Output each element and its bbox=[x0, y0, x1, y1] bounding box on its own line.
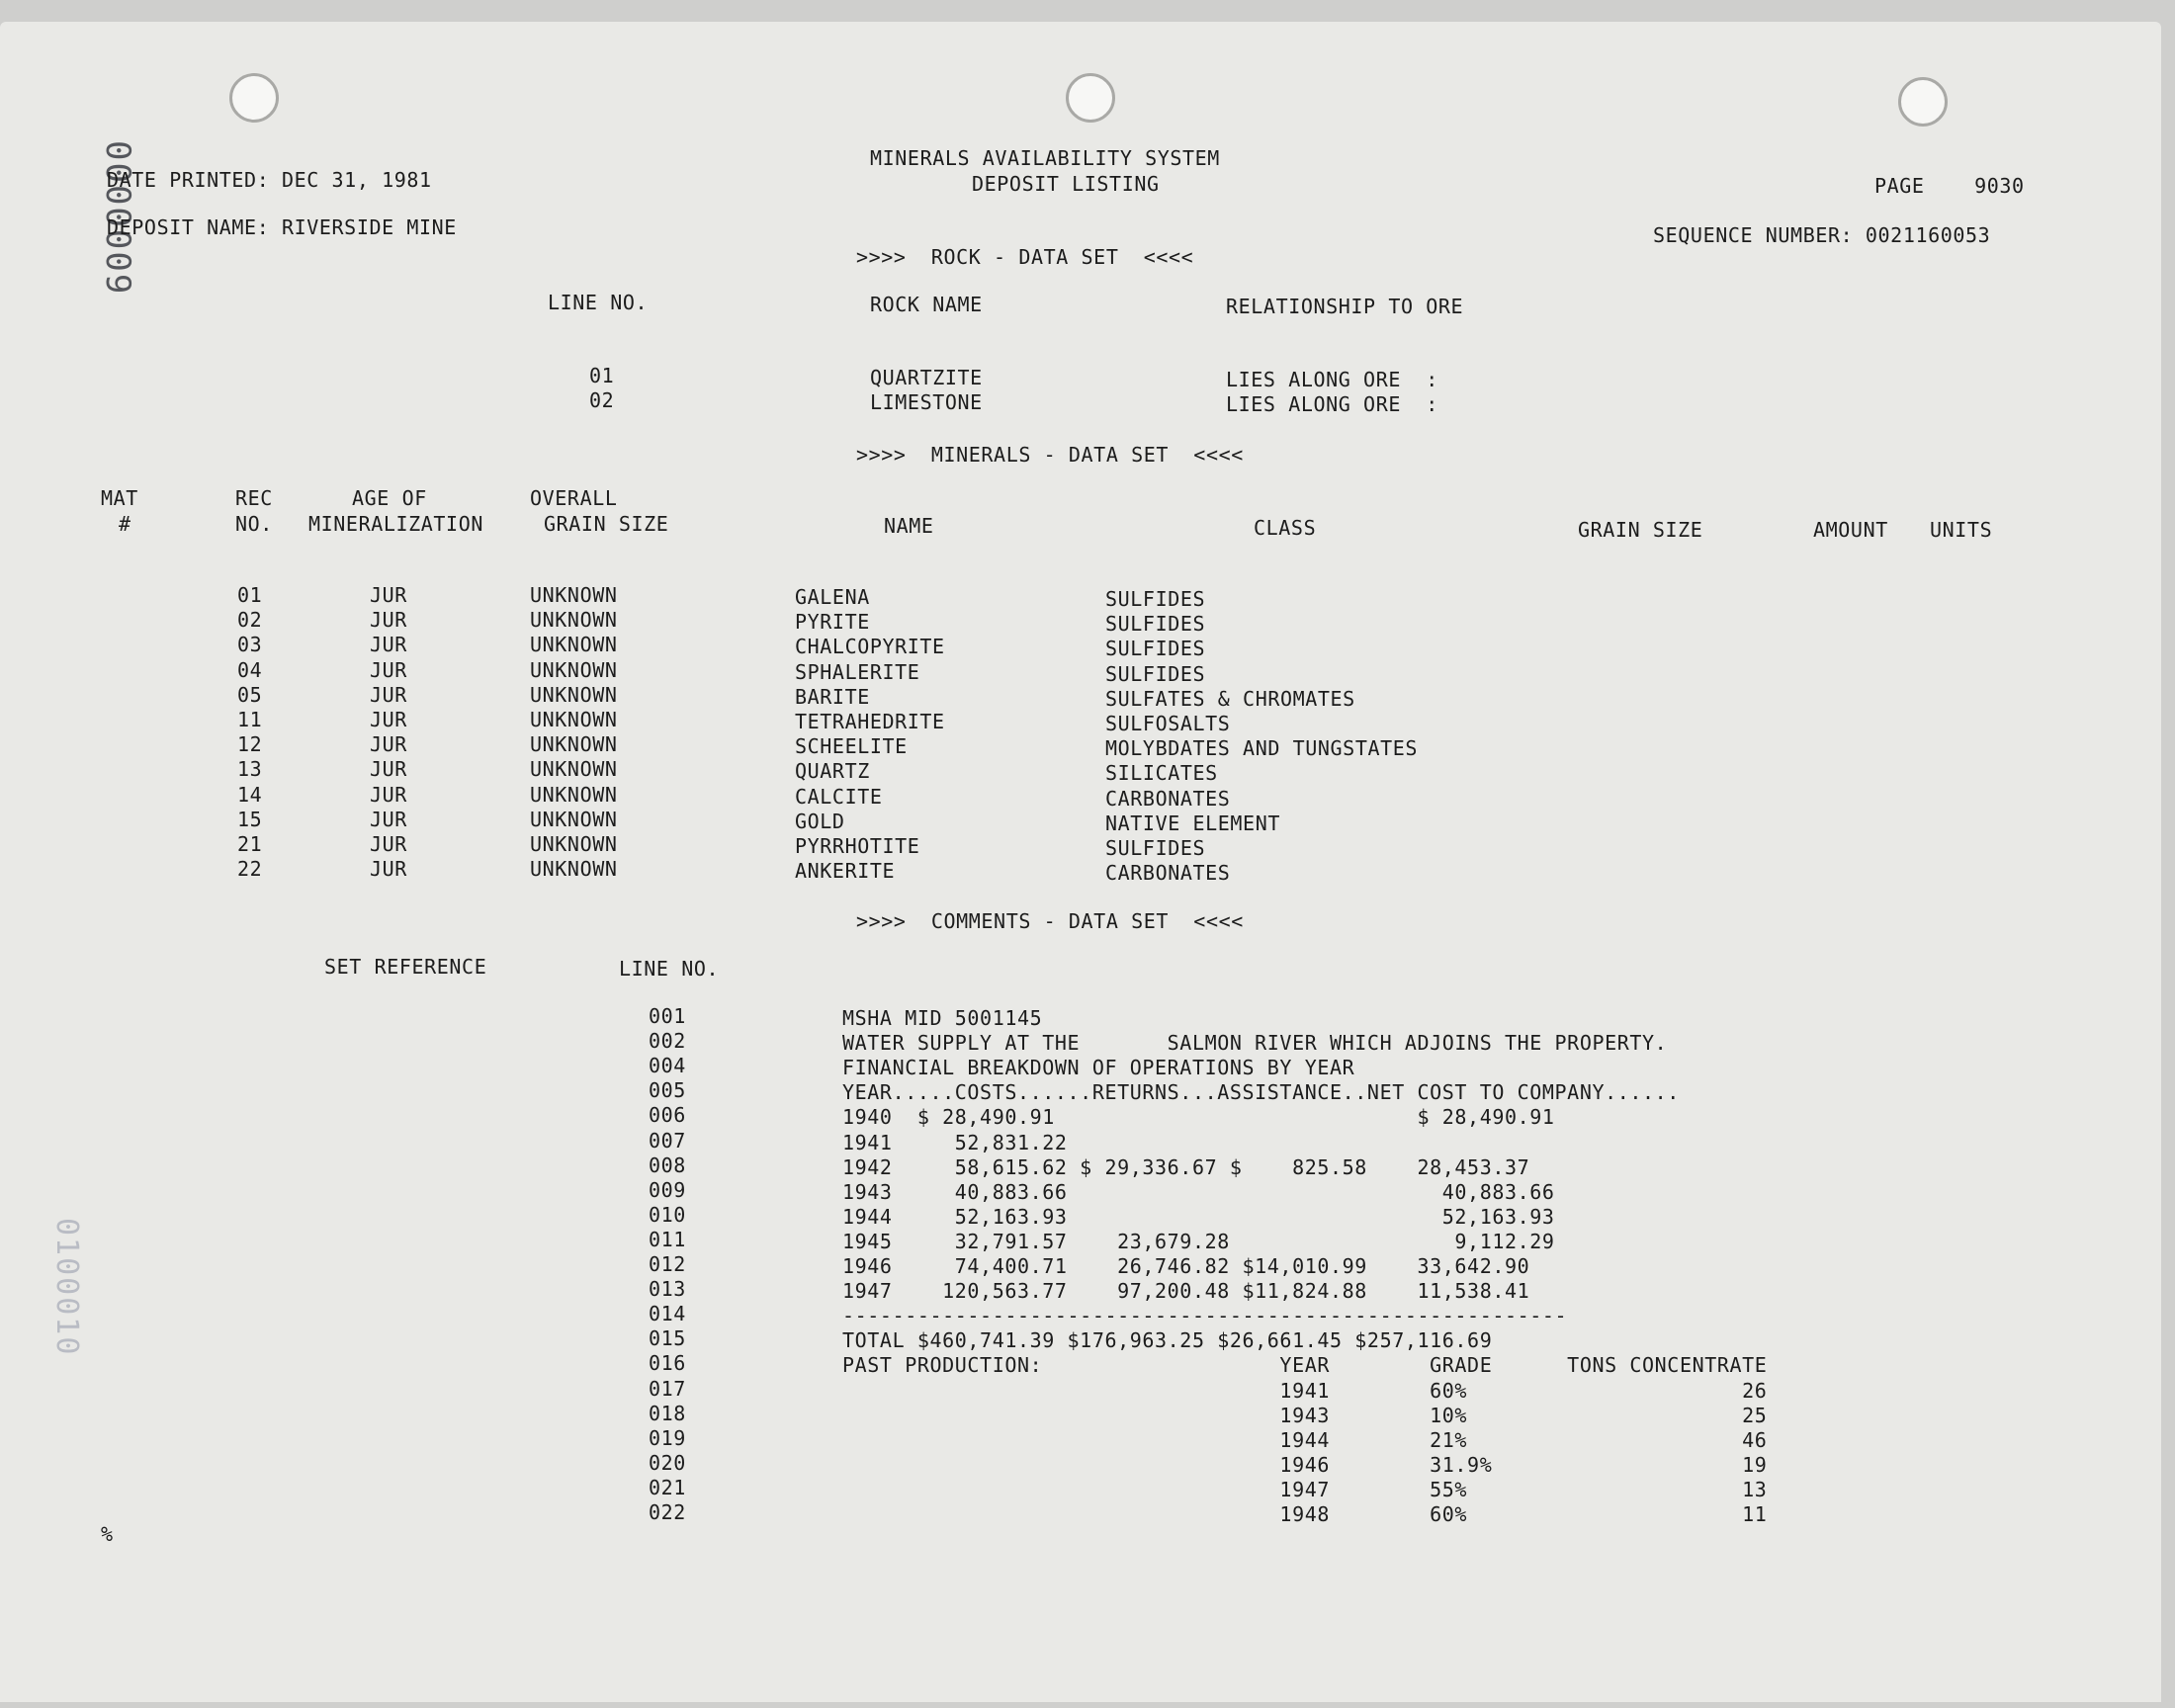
comment-text: 1941 52,831.22 bbox=[842, 1130, 1068, 1154]
printout-page bbox=[0, 22, 2161, 1702]
comment-text: MSHA MID 5001145 bbox=[842, 1006, 1043, 1030]
mineral-age: JUR bbox=[370, 732, 407, 757]
mineral-age: JUR bbox=[370, 857, 407, 882]
minerals-col-rec-1: REC bbox=[235, 486, 273, 510]
mineral-class: SULFIDES bbox=[1105, 587, 1206, 611]
rock-section-title: >>>> ROCK - DATA SET <<<< bbox=[856, 245, 1194, 269]
mineral-rec-no: 11 bbox=[237, 708, 263, 731]
mineral-age: JUR bbox=[370, 682, 407, 707]
binder-hole-right bbox=[1898, 77, 1948, 127]
rock-name: LIMESTONE bbox=[870, 390, 983, 414]
deposit-name: DEPOSIT NAME: RIVERSIDE MINE bbox=[107, 215, 457, 239]
mineral-rec-no: 14 bbox=[237, 782, 263, 807]
minerals-col-age-2: MINERALIZATION bbox=[308, 512, 483, 536]
binder-hole-center bbox=[1066, 73, 1115, 123]
comment-text: ---------------------------------------------------------- bbox=[842, 1304, 1568, 1328]
listing-title: DEPOSIT LISTING bbox=[972, 172, 1160, 196]
comment-text: 1943 10% 25 bbox=[842, 1403, 1768, 1427]
comment-line-no: 006 bbox=[649, 1103, 686, 1128]
comment-line-no: 009 bbox=[649, 1177, 686, 1202]
comment-text: 1948 60% 11 bbox=[842, 1502, 1768, 1526]
mineral-rec-no: 21 bbox=[237, 832, 263, 856]
comment-text: 1941 60% 26 bbox=[842, 1378, 1768, 1403]
mineral-grain-size: UNKNOWN bbox=[530, 657, 618, 682]
comment-text: 1945 32,791.57 23,679.28 9,112.29 bbox=[842, 1229, 1555, 1253]
comment-line-no: 011 bbox=[649, 1227, 686, 1251]
minerals-col-age-1: AGE OF bbox=[352, 486, 427, 510]
comment-line-no: 017 bbox=[649, 1376, 686, 1401]
rock-col-rock-name: ROCK NAME bbox=[870, 293, 983, 316]
mineral-grain-size: UNKNOWN bbox=[530, 807, 618, 831]
mineral-age: JUR bbox=[370, 807, 407, 831]
mineral-name: SCHEELITE bbox=[795, 734, 908, 759]
mineral-name: ANKERITE bbox=[795, 859, 896, 884]
comment-text: 1946 31.9% 19 bbox=[842, 1452, 1768, 1477]
minerals-col-class: CLASS bbox=[1254, 516, 1317, 540]
mineral-class: NATIVE ELEMENT bbox=[1105, 811, 1280, 835]
mineral-class: SULFOSALTS bbox=[1105, 712, 1231, 735]
mineral-class: SULFIDES bbox=[1105, 637, 1206, 661]
mineral-age: JUR bbox=[370, 583, 407, 607]
mineral-rec-no: 13 bbox=[237, 757, 263, 782]
mineral-age: JUR bbox=[370, 782, 407, 807]
comment-line-no: 018 bbox=[649, 1401, 686, 1425]
comment-text: WATER SUPPLY AT THE SALMON RIVER WHICH ADJOINS THE PROPERTY. bbox=[842, 1031, 1668, 1056]
system-title: MINERALS AVAILABILITY SYSTEM bbox=[870, 146, 1220, 170]
mineral-rec-no: 15 bbox=[237, 807, 263, 831]
mineral-name: BARITE bbox=[795, 684, 870, 709]
date-printed: DATE PRINTED: DEC 31, 1981 bbox=[107, 168, 432, 192]
mineral-grain-size: UNKNOWN bbox=[530, 708, 618, 731]
minerals-col-grain-2: GRAIN SIZE bbox=[544, 512, 669, 536]
mineral-name: PYRITE bbox=[795, 610, 870, 635]
comment-line-no: 013 bbox=[649, 1277, 686, 1302]
mineral-age: JUR bbox=[370, 608, 407, 633]
rock-name: QUARTZITE bbox=[870, 366, 983, 389]
comments-section-title: >>>> COMMENTS - DATA SET <<<< bbox=[856, 909, 1244, 933]
page-number: PAGE 9030 bbox=[1874, 174, 2025, 198]
side-stamp-top: 0000009 bbox=[98, 140, 137, 297]
mineral-name: TETRAHEDRITE bbox=[795, 710, 945, 733]
mineral-class: SULFIDES bbox=[1105, 612, 1206, 637]
mineral-age: JUR bbox=[370, 657, 407, 682]
comment-text: 1940 $ 28,490.91 $ 28,490.91 bbox=[842, 1105, 1555, 1130]
comment-text: 1947 55% 13 bbox=[842, 1477, 1768, 1501]
comment-line-no: 001 bbox=[649, 1004, 686, 1028]
mineral-grain-size: UNKNOWN bbox=[530, 682, 618, 707]
mineral-class: SULFIDES bbox=[1105, 661, 1206, 686]
mineral-age: JUR bbox=[370, 633, 407, 657]
comment-line-no: 007 bbox=[649, 1128, 686, 1153]
mineral-grain-size: UNKNOWN bbox=[530, 857, 618, 882]
comment-line-no: 002 bbox=[649, 1029, 686, 1054]
rock-col-relationship: RELATIONSHIP TO ORE bbox=[1226, 295, 1464, 318]
comment-text: 1944 21% 46 bbox=[842, 1427, 1768, 1452]
mineral-age: JUR bbox=[370, 708, 407, 731]
comments-col-set-reference: SET REFERENCE bbox=[324, 955, 487, 979]
mineral-name: CHALCOPYRITE bbox=[795, 635, 945, 659]
comment-text: 1944 52,163.93 52,163.93 bbox=[842, 1204, 1555, 1229]
mineral-class: CARBONATES bbox=[1105, 786, 1231, 811]
binder-hole-left bbox=[229, 73, 279, 123]
minerals-col-units: UNITS bbox=[1930, 518, 1993, 542]
mineral-class: CARBONATES bbox=[1105, 861, 1231, 886]
minerals-col-rec-2: NO. bbox=[235, 512, 273, 536]
comment-line-no: 014 bbox=[649, 1302, 686, 1326]
mineral-rec-no: 12 bbox=[237, 732, 263, 757]
comment-line-no: 020 bbox=[649, 1450, 686, 1475]
minerals-col-name: NAME bbox=[884, 514, 934, 538]
rock-col-line-no: LINE NO. bbox=[548, 291, 649, 314]
minerals-section-title: >>>> MINERALS - DATA SET <<<< bbox=[856, 443, 1244, 467]
rock-line-no: 01 bbox=[589, 364, 615, 387]
comment-line-no: 012 bbox=[649, 1252, 686, 1276]
comment-line-no: 015 bbox=[649, 1326, 686, 1351]
mineral-grain-size: UNKNOWN bbox=[530, 732, 618, 757]
rock-relationship: LIES ALONG ORE : bbox=[1226, 392, 1438, 416]
mineral-rec-no: 02 bbox=[237, 608, 263, 633]
comment-line-no: 004 bbox=[649, 1054, 686, 1078]
mineral-age: JUR bbox=[370, 757, 407, 782]
comment-text: TOTAL $460,741.39 $176,963.25 $26,661.45 $257,116.69 bbox=[842, 1328, 1493, 1353]
sequence-number: SEQUENCE NUMBER: 0021160053 bbox=[1653, 223, 1991, 247]
mineral-name: PYRRHOTITE bbox=[795, 834, 920, 858]
mineral-grain-size: UNKNOWN bbox=[530, 608, 618, 633]
side-stamp-bottom: 0100010 bbox=[49, 1218, 84, 1357]
minerals-col-mat-2: # bbox=[119, 512, 131, 536]
mineral-name: GALENA bbox=[795, 585, 870, 609]
comment-text: YEAR.....COSTS......RETURNS...ASSISTANCE..NET COST TO COMPANY...... bbox=[842, 1080, 1680, 1105]
mineral-rec-no: 01 bbox=[237, 583, 263, 607]
comment-text: FINANCIAL BREAKDOWN OF OPERATIONS BY YEAR bbox=[842, 1056, 1355, 1080]
mineral-rec-no: 04 bbox=[237, 657, 263, 682]
comment-text: 1942 58,615.62 $ 29,336.67 $ 825.58 28,453.37 bbox=[842, 1154, 1530, 1179]
comment-line-no: 021 bbox=[649, 1475, 686, 1499]
mineral-class: SULFATES & CHROMATES bbox=[1105, 686, 1355, 711]
mineral-name: QUARTZ bbox=[795, 759, 870, 784]
mineral-name: SPHALERITE bbox=[795, 659, 920, 684]
rock-relationship: LIES ALONG ORE : bbox=[1226, 368, 1438, 391]
footer-mark: % bbox=[101, 1522, 114, 1546]
mineral-grain-size: UNKNOWN bbox=[530, 832, 618, 856]
mineral-class: SILICATES bbox=[1105, 761, 1218, 786]
mineral-rec-no: 03 bbox=[237, 633, 263, 657]
mineral-grain-size: UNKNOWN bbox=[530, 583, 618, 607]
mineral-grain-size: UNKNOWN bbox=[530, 757, 618, 782]
comment-line-no: 008 bbox=[649, 1153, 686, 1177]
mineral-class: MOLYBDATES AND TUNGSTATES bbox=[1105, 736, 1419, 761]
comment-line-no: 010 bbox=[649, 1202, 686, 1227]
comment-text: 1943 40,883.66 40,883.66 bbox=[842, 1179, 1555, 1204]
comment-text: PAST PRODUCTION: YEAR GRADE TONS CONCENTRATE bbox=[842, 1353, 1768, 1378]
mineral-grain-size: UNKNOWN bbox=[530, 633, 618, 657]
mineral-name: GOLD bbox=[795, 809, 845, 833]
minerals-col-amount: AMOUNT bbox=[1813, 518, 1888, 542]
mineral-rec-no: 22 bbox=[237, 857, 263, 882]
comment-text: 1946 74,400.71 26,746.82 $14,010.99 33,642.90 bbox=[842, 1254, 1530, 1278]
mineral-rec-no: 05 bbox=[237, 682, 263, 707]
comment-text: 1947 120,563.77 97,200.48 $11,824.88 11,538.41 bbox=[842, 1279, 1530, 1304]
comment-line-no: 016 bbox=[649, 1351, 686, 1376]
minerals-col-mat-1: MAT bbox=[101, 486, 138, 510]
rock-line-no: 02 bbox=[589, 388, 615, 412]
mineral-class: SULFIDES bbox=[1105, 836, 1206, 860]
mineral-grain-size: UNKNOWN bbox=[530, 782, 618, 807]
minerals-col-grain-size: GRAIN SIZE bbox=[1578, 518, 1703, 542]
comment-line-no: 019 bbox=[649, 1425, 686, 1450]
comment-line-no: 005 bbox=[649, 1078, 686, 1103]
comments-col-line-no: LINE NO. bbox=[619, 957, 720, 981]
mineral-age: JUR bbox=[370, 832, 407, 856]
comment-line-no: 022 bbox=[649, 1500, 686, 1524]
mineral-name: CALCITE bbox=[795, 784, 883, 809]
minerals-col-grain-1: OVERALL bbox=[530, 486, 618, 510]
